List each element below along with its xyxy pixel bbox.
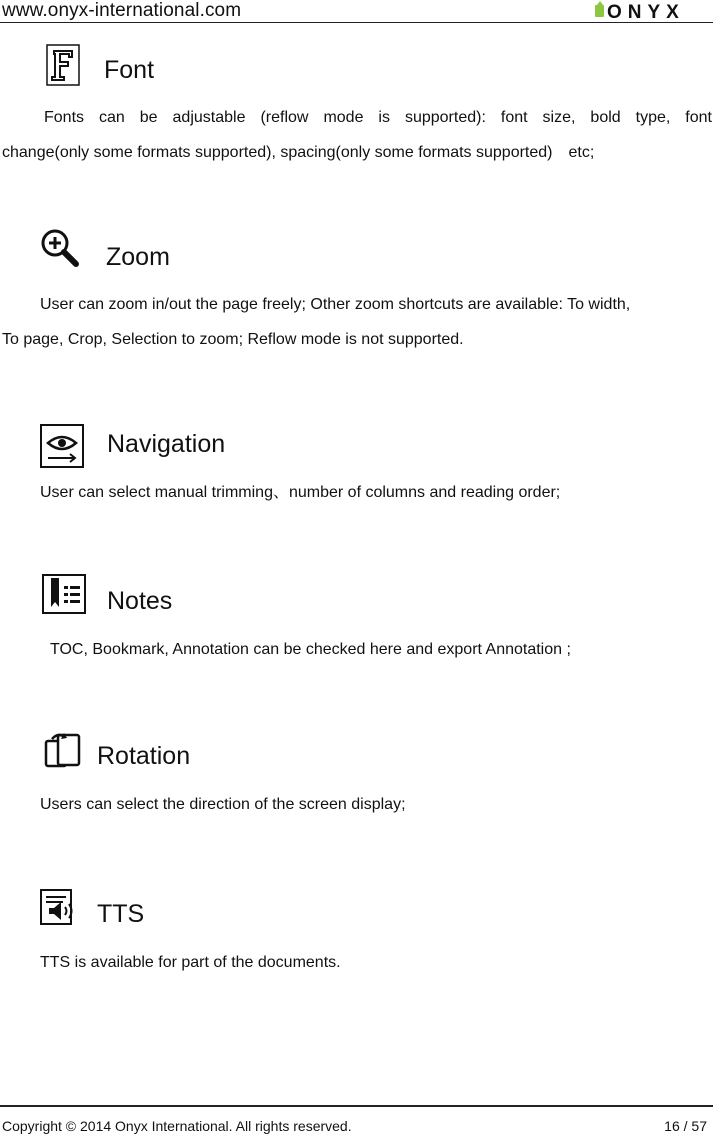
section-title-zoom: Zoom bbox=[106, 243, 170, 271]
section-title-navigation: Navigation bbox=[107, 430, 226, 458]
zoom-in-icon bbox=[40, 228, 80, 268]
footer-divider bbox=[0, 1105, 713, 1107]
header-url: www.onyx-international.com bbox=[2, 0, 242, 21]
rotation-icon bbox=[44, 732, 82, 768]
zoom-description-line2: To page, Crop, Selection to zoom; Reflow mode is not supported. bbox=[2, 331, 464, 348]
header-divider bbox=[0, 22, 713, 23]
footer-copyright: Copyright © 2014 Onyx International. All rights reserved. bbox=[2, 1118, 352, 1134]
page-number: 16 / 57 bbox=[664, 1118, 707, 1134]
section-title-notes: Notes bbox=[107, 587, 173, 615]
rotation-description: Users can select the direction of the screen display; bbox=[40, 796, 406, 813]
section-title-tts: TTS bbox=[97, 900, 145, 928]
font-icon bbox=[46, 44, 80, 86]
notes-bookmark-icon bbox=[42, 574, 86, 614]
tts-description: TTS is available for part of the documents. bbox=[40, 954, 341, 971]
navigation-eye-icon bbox=[40, 424, 84, 468]
font-description-line2: change(only some formats supported), spacing(only some formats supported) etc; bbox=[2, 144, 595, 161]
navigation-description: User can select manual trimming、number of columns and reading order; bbox=[40, 484, 561, 501]
font-description-line1: Fonts can be adjustable (reflow mode is supported): font size, bold type, font bbox=[44, 109, 712, 126]
svg-text:ONYX: ONYX bbox=[607, 2, 685, 21]
section-title-font: Font bbox=[104, 56, 155, 84]
onyx-logo bbox=[593, 1, 713, 21]
tts-speaker-icon bbox=[39, 888, 83, 928]
zoom-description-line1: User can zoom in/out the page freely; Other zoom shortcuts are available: To width, bbox=[40, 296, 631, 313]
section-title-rotation: Rotation bbox=[97, 742, 191, 770]
notes-description: TOC, Bookmark, Annotation can be checked here and export Annotation ; bbox=[50, 641, 571, 658]
